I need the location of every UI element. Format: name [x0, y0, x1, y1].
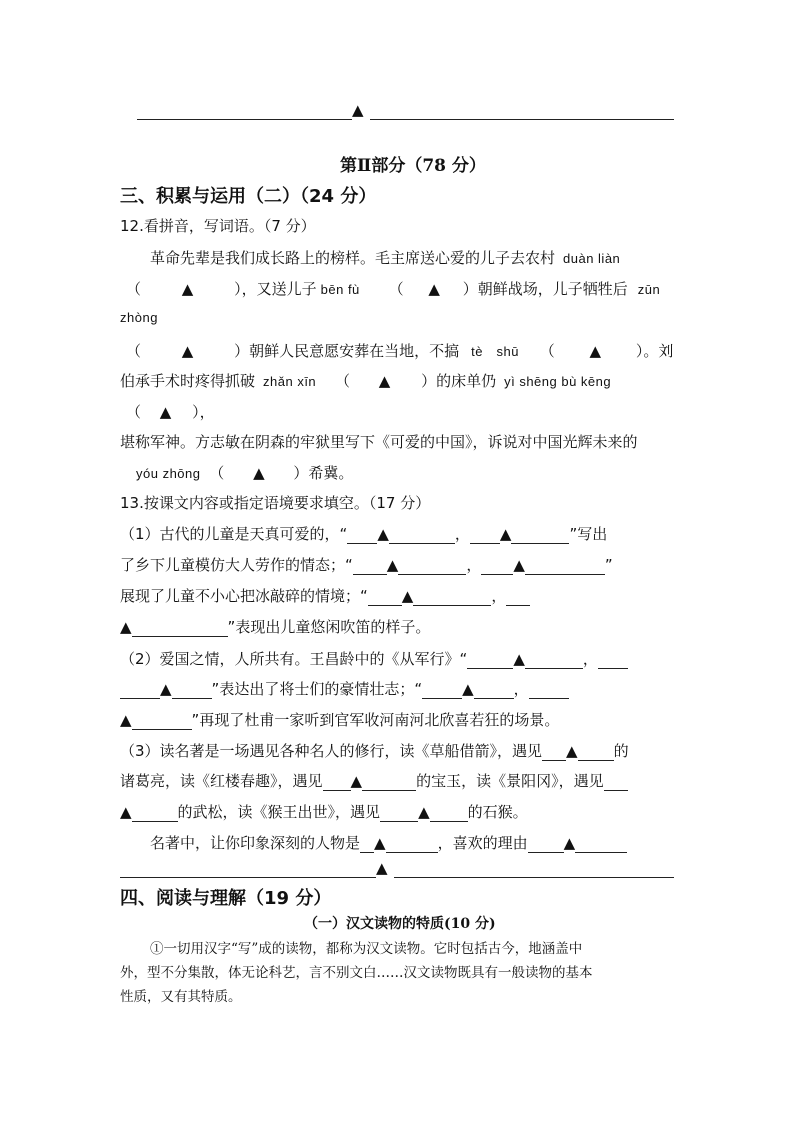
blank-marker[interactable]: ▲: [499, 525, 512, 543]
blank-marker[interactable]: ▲: [374, 834, 386, 852]
paren-open: （: [388, 280, 404, 298]
blank-line[interactable]: [470, 527, 500, 544]
blank-line[interactable]: [506, 589, 530, 606]
blank-line[interactable]: [172, 682, 212, 699]
q13-text: ，: [513, 680, 529, 698]
pinyin-zun: zūn: [637, 282, 661, 297]
q13-line-3: [120, 585, 530, 606]
q13-line-8: [120, 740, 629, 761]
blank-marker[interactable]: ▲: [376, 859, 388, 877]
blank-line[interactable]: [578, 744, 614, 761]
q12-line-7: [136, 462, 353, 483]
q13-heading: 13.按课文内容或指定语境要求填空。（17 分）: [120, 494, 431, 512]
q13-text: ”表现出儿童悠闲吹笛的样子。: [227, 618, 431, 636]
blank-marker: ▲: [352, 101, 364, 119]
blank-line[interactable]: [525, 652, 583, 669]
blank-marker[interactable]: ▲: [253, 464, 265, 482]
blank-line[interactable]: [132, 805, 178, 822]
blank-line[interactable]: [467, 652, 513, 669]
paren-open: （: [126, 280, 142, 298]
blank-line[interactable]: [422, 682, 462, 699]
pinyin-zhong: zhòng: [120, 310, 158, 325]
q12-text: ）朝鲜战场，儿子牺牲后: [462, 280, 628, 298]
blank-marker[interactable]: ▲: [181, 280, 194, 298]
q12-text: ）希冀。: [293, 464, 354, 482]
q12-line-3: [126, 340, 673, 361]
blank-marker[interactable]: ▲: [160, 680, 172, 698]
blank-marker[interactable]: ▲: [589, 342, 602, 360]
answer-line: [137, 119, 352, 120]
q13-text: ”再现了杜甫一家听到官军收河南河北欣喜若狂的场景。: [191, 711, 560, 729]
q13-line-10: [120, 801, 528, 822]
section-3-title: 三、积累与运用（二）（24 分）: [120, 186, 377, 207]
blank-marker[interactable]: ▲: [181, 342, 194, 360]
reading-paragraph-line: 外，型不分集散，体无论科艺，言不别文白……汉文读物既具有一般读物的基本: [120, 965, 593, 981]
pinyin-zhanxin: zhǎn xīn: [263, 374, 317, 389]
q13-text: 的武松，读《猴王出世》，遇见: [177, 803, 381, 821]
q13-line-5: [120, 648, 628, 669]
blank-line[interactable]: [398, 558, 466, 575]
blank-line[interactable]: [380, 805, 418, 822]
q13-text: ”表达出了将士们的豪情壮志；“: [211, 680, 423, 698]
q13-text: ”: [604, 556, 613, 574]
blank-line[interactable]: [389, 527, 455, 544]
blank-line[interactable]: [542, 744, 566, 761]
answer-line: [370, 119, 674, 120]
q13-text: 了乡下儿童模仿大人劳作的情态；“: [120, 556, 353, 574]
blank-line[interactable]: [474, 682, 514, 699]
q13-line-6: [120, 678, 569, 699]
q13-line-4: [120, 616, 430, 637]
blank-marker[interactable]: ▲: [159, 403, 172, 421]
q13-text: （2）爱国之情，人所共有。王昌龄中的《从军行》“: [120, 650, 468, 668]
q13-text: 名著中，让你印象深刻的人物是: [150, 834, 361, 852]
paren-open: （: [334, 372, 350, 390]
blank-line[interactable]: [604, 774, 628, 791]
q13-line-11: [150, 832, 627, 853]
blank-line[interactable]: [525, 558, 605, 575]
section-4-title: 四、阅读与理解（19 分）: [120, 888, 332, 909]
q12-text: ）的床单仍: [421, 372, 497, 390]
blank-line[interactable]: [386, 836, 438, 853]
q12-heading: 12.看拼音，写词语。（7 分）: [120, 217, 316, 235]
blank-line[interactable]: [413, 589, 491, 606]
q12-text: ），: [192, 403, 215, 421]
pinyin-yishengbukeng: yì shēng bù kēng: [504, 374, 612, 389]
blank-marker[interactable]: ▲: [563, 834, 576, 852]
q13-line-2: [120, 554, 613, 575]
blank-line[interactable]: [360, 836, 374, 853]
q13-text: 诸葛亮，读《红楼春趣》，遇见: [120, 772, 323, 790]
paren-open: （: [126, 403, 142, 421]
paren-open: （: [539, 342, 555, 360]
answer-line[interactable]: [120, 877, 376, 878]
q12-text: ）。刘: [635, 342, 674, 360]
q13-text: ，: [491, 587, 507, 605]
reading-title: （一）汉文读物的特质(10 分): [304, 916, 496, 932]
blank-line[interactable]: [430, 805, 468, 822]
q13-line-7: [120, 709, 559, 730]
blank-line[interactable]: [575, 836, 627, 853]
blank-marker[interactable]: ▲: [566, 742, 578, 760]
blank-marker[interactable]: ▲: [418, 803, 430, 821]
q12-text: 伯承手术时疼得抓破: [120, 372, 256, 390]
q12-line-5: [126, 401, 215, 422]
q13-text: 的石猴。: [467, 803, 528, 821]
q12-text: ），又送儿子: [234, 280, 317, 298]
q13-text: ”写出: [569, 525, 608, 543]
q13-text: 的: [613, 742, 629, 760]
q13-text: ，: [466, 556, 482, 574]
q12-line-2: [126, 278, 660, 299]
blank-marker[interactable]: ▲: [120, 803, 132, 821]
part-title: 第Ⅱ部分（78 分）: [340, 156, 486, 176]
blank-line[interactable]: [323, 774, 351, 791]
blank-marker[interactable]: ▲: [513, 556, 525, 574]
blank-line[interactable]: [529, 682, 569, 699]
q13-line-1: [120, 523, 607, 544]
reading-paragraph-line: ①一切用汉字“写”成的读物，都称为汉文读物。它时包括古今，地涵盖中: [150, 941, 583, 957]
q13-text: （3）读名著是一场遇见各种名人的修行，读《草船借箭》，遇见: [120, 742, 543, 760]
blank-line[interactable]: [528, 836, 564, 853]
blank-line[interactable]: [132, 713, 192, 730]
pinyin-teshu: tè shū: [471, 344, 519, 359]
blank-marker[interactable]: ▲: [462, 680, 474, 698]
pinyin-youzhong: yóu zhōng: [136, 466, 201, 481]
blank-line[interactable]: [362, 774, 416, 791]
blank-line[interactable]: [511, 527, 569, 544]
pinyin-duanlian: duàn liàn: [563, 251, 621, 266]
blank-marker[interactable]: ▲: [120, 618, 132, 636]
pinyin-benfu: bēn fù: [320, 282, 360, 297]
paren-open: （: [126, 342, 142, 360]
q12-line-4: [120, 370, 611, 391]
reading-paragraph-line: 性质，又有其特质。: [120, 989, 242, 1005]
blank-marker[interactable]: ▲: [350, 772, 363, 790]
blank-line[interactable]: [120, 682, 160, 699]
q13-text: ，: [582, 650, 598, 668]
blank-marker[interactable]: ▲: [378, 372, 391, 390]
q13-text: ，喜欢的理由: [437, 834, 528, 852]
q13-text: 的宝玉，读《景阳冈》，遇见: [416, 772, 604, 790]
paren-open: （: [209, 464, 225, 482]
q12-line-1: [150, 247, 620, 268]
blank-marker[interactable]: ▲: [386, 556, 399, 574]
blank-marker[interactable]: ▲: [428, 280, 440, 298]
blank-line[interactable]: [132, 620, 228, 637]
q12-line-6: 堪称军神。方志敏在阴森的牢狱里写下《可爱的中国》，诉说对中国光辉未来的: [120, 433, 638, 451]
blank-line[interactable]: [481, 558, 513, 575]
q12-text: ）朝鲜人民意愿安葬在当地，不搞: [234, 342, 460, 360]
blank-line[interactable]: [368, 589, 402, 606]
q12-text: 革命先辈是我们成长路上的榜样。毛主席送心爱的儿子去农村: [150, 249, 556, 267]
blank-line[interactable]: [347, 527, 377, 544]
q13-line-9: [120, 770, 628, 791]
blank-marker[interactable]: ▲: [513, 650, 525, 668]
blank-marker[interactable]: ▲: [377, 525, 389, 543]
blank-marker[interactable]: ▲: [401, 587, 414, 605]
answer-line[interactable]: [394, 877, 674, 878]
blank-line[interactable]: [353, 558, 387, 575]
blank-marker[interactable]: ▲: [120, 711, 132, 729]
q13-text: ，: [454, 525, 470, 543]
q13-text: 展现了儿童不小心把冰敲碎的情境；“: [120, 587, 368, 605]
blank-line[interactable]: [598, 652, 628, 669]
q13-text: （1）古代的儿童是天真可爱的，“: [120, 525, 348, 543]
